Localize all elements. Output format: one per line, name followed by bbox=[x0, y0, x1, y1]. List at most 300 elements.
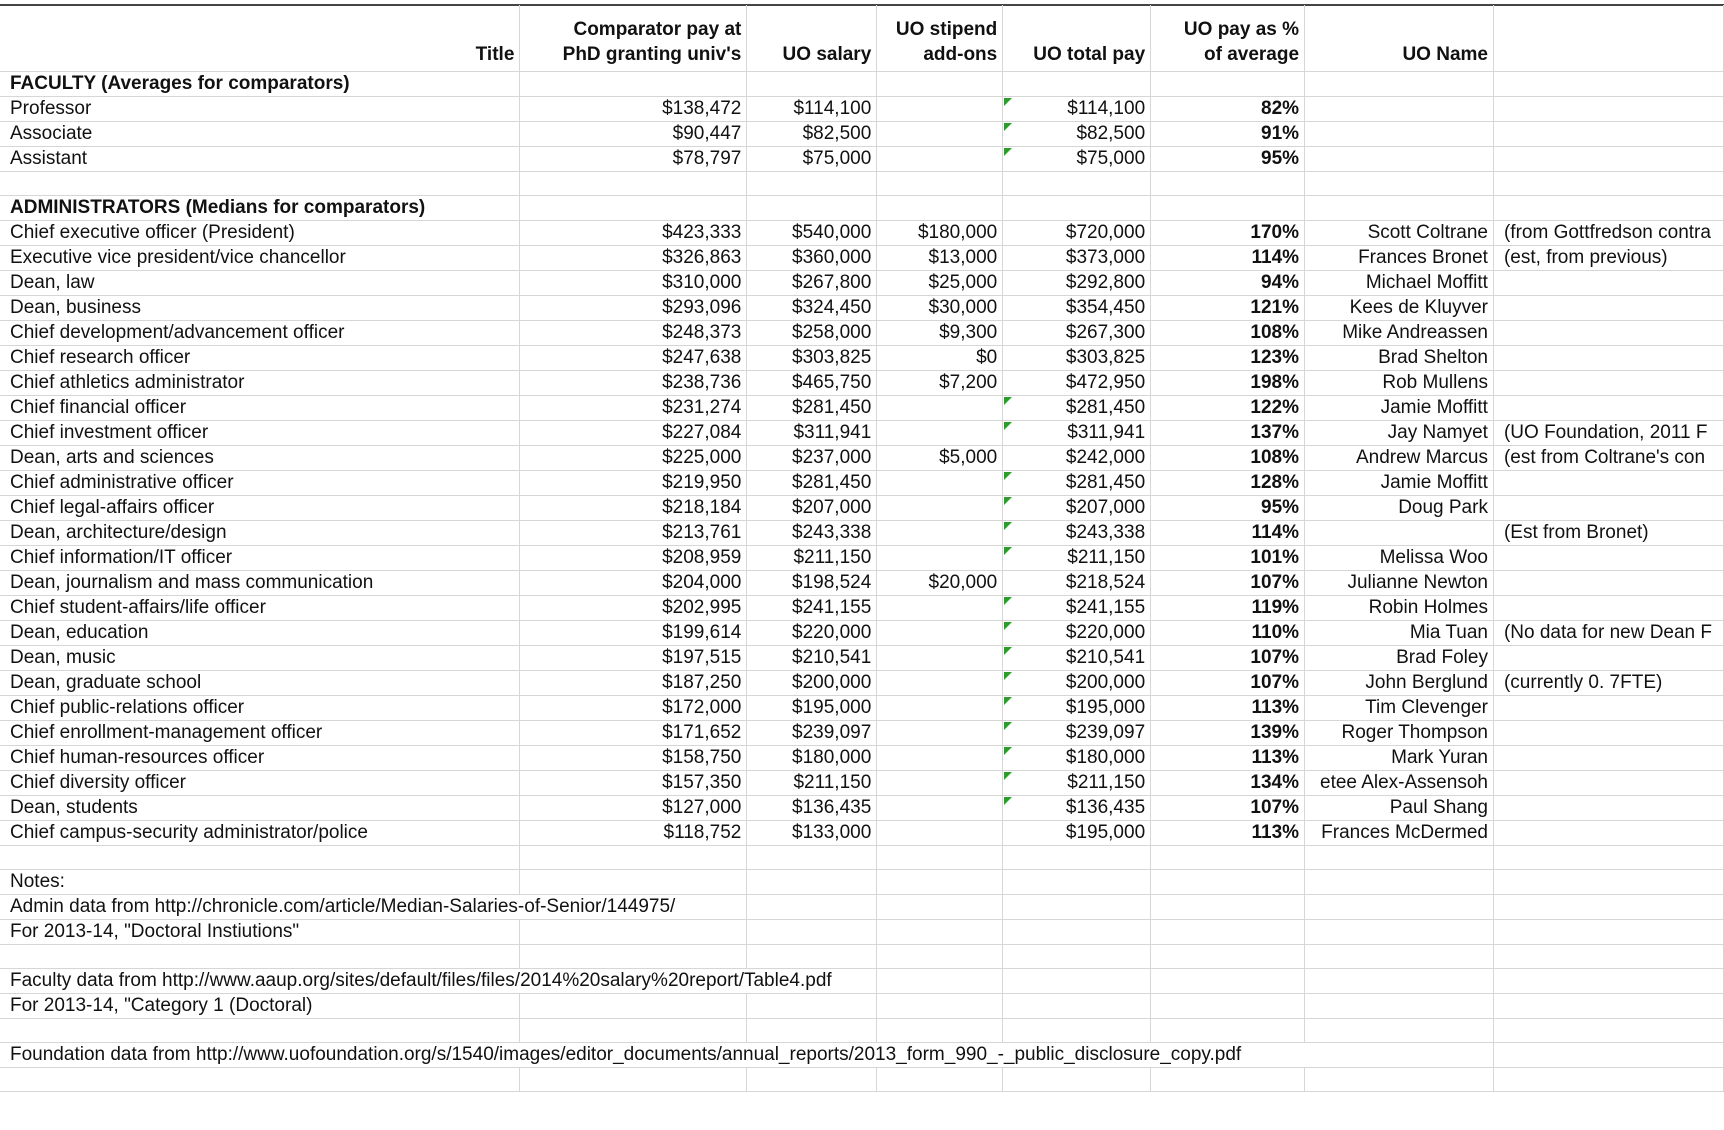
cell[interactable] bbox=[1493, 919, 1723, 944]
stipend-cell[interactable] bbox=[877, 820, 1003, 845]
cell[interactable] bbox=[747, 993, 877, 1018]
cell[interactable] bbox=[1151, 845, 1305, 869]
comparator-cell[interactable] bbox=[520, 320, 747, 345]
salary-cell[interactable] bbox=[747, 96, 877, 121]
salary-cell[interactable] bbox=[747, 595, 877, 620]
salary-cell[interactable] bbox=[747, 245, 877, 270]
title-cell[interactable] bbox=[0, 520, 520, 545]
cell[interactable] bbox=[1151, 944, 1305, 968]
comparator-cell[interactable] bbox=[520, 345, 747, 370]
title-cell[interactable] bbox=[0, 320, 520, 345]
total-cell[interactable] bbox=[1003, 121, 1151, 146]
salary-cell[interactable] bbox=[747, 370, 877, 395]
total-cell[interactable] bbox=[1003, 470, 1151, 495]
cell[interactable] bbox=[1493, 993, 1723, 1018]
title-cell[interactable] bbox=[0, 220, 520, 245]
cell[interactable] bbox=[1493, 1067, 1723, 1091]
name-cell[interactable] bbox=[1305, 220, 1494, 245]
total-cell[interactable] bbox=[1003, 670, 1151, 695]
cell[interactable] bbox=[1493, 71, 1723, 96]
pct-cell[interactable] bbox=[1151, 520, 1305, 545]
cell[interactable] bbox=[1003, 968, 1151, 993]
pct-cell[interactable] bbox=[1151, 470, 1305, 495]
title-cell[interactable] bbox=[0, 470, 520, 495]
note-cell[interactable] bbox=[1493, 695, 1723, 720]
stipend-cell[interactable] bbox=[877, 645, 1003, 670]
cell[interactable] bbox=[747, 919, 877, 944]
cell[interactable] bbox=[520, 1018, 747, 1042]
note-admin-source[interactable]: Admin data from http://chronicle.com/article/Median-Salaries-of-Senior/144975/ bbox=[0, 894, 747, 919]
pct-cell[interactable] bbox=[1151, 695, 1305, 720]
stipend-cell[interactable] bbox=[877, 445, 1003, 470]
stipend-cell[interactable] bbox=[877, 720, 1003, 745]
pct-cell[interactable] bbox=[1151, 220, 1305, 245]
comparator-cell[interactable] bbox=[520, 645, 747, 670]
pct-cell[interactable] bbox=[1151, 770, 1305, 795]
title-cell[interactable] bbox=[0, 96, 520, 121]
title-cell[interactable] bbox=[0, 545, 520, 570]
cell[interactable] bbox=[1305, 71, 1494, 96]
note-cell[interactable] bbox=[1493, 121, 1723, 146]
salary-cell[interactable] bbox=[747, 720, 877, 745]
total-cell[interactable] bbox=[1003, 345, 1151, 370]
title-cell[interactable] bbox=[0, 370, 520, 395]
name-cell[interactable] bbox=[1305, 395, 1494, 420]
note-cell[interactable] bbox=[1493, 595, 1723, 620]
note-cell[interactable] bbox=[1493, 295, 1723, 320]
total-cell[interactable] bbox=[1003, 545, 1151, 570]
pct-cell[interactable] bbox=[1151, 620, 1305, 645]
cell[interactable] bbox=[1003, 71, 1151, 96]
title-cell[interactable] bbox=[0, 770, 520, 795]
cell[interactable] bbox=[1003, 1018, 1151, 1042]
pct-cell[interactable] bbox=[1151, 445, 1305, 470]
title-cell[interactable] bbox=[0, 121, 520, 146]
total-cell[interactable] bbox=[1003, 770, 1151, 795]
comparator-cell[interactable] bbox=[520, 620, 747, 645]
name-cell[interactable] bbox=[1305, 470, 1494, 495]
pct-cell[interactable] bbox=[1151, 670, 1305, 695]
comparator-cell[interactable] bbox=[520, 670, 747, 695]
name-cell[interactable] bbox=[1305, 370, 1494, 395]
cell[interactable] bbox=[1305, 1067, 1494, 1091]
cell[interactable] bbox=[0, 1067, 520, 1091]
cell[interactable] bbox=[1003, 1067, 1151, 1091]
pct-cell[interactable] bbox=[1151, 121, 1305, 146]
pct-cell[interactable] bbox=[1151, 795, 1305, 820]
comparator-cell[interactable] bbox=[520, 770, 747, 795]
total-cell[interactable] bbox=[1003, 720, 1151, 745]
total-cell[interactable] bbox=[1003, 495, 1151, 520]
cell[interactable] bbox=[1003, 894, 1151, 919]
cell[interactable] bbox=[520, 869, 747, 894]
cell[interactable] bbox=[877, 171, 1003, 195]
total-cell[interactable] bbox=[1003, 620, 1151, 645]
cell[interactable] bbox=[1305, 845, 1494, 869]
cell[interactable] bbox=[747, 71, 877, 96]
note-faculty-source[interactable]: Faculty data from http://www.aaup.org/sites/default/files/files/2014%20salary%20report/Table4.pdf bbox=[0, 968, 877, 993]
stipend-cell[interactable] bbox=[877, 570, 1003, 595]
name-cell[interactable] bbox=[1305, 121, 1494, 146]
pct-cell[interactable] bbox=[1151, 570, 1305, 595]
comparator-cell[interactable] bbox=[520, 420, 747, 445]
header-title[interactable]: Title bbox=[0, 5, 520, 71]
salary-cell[interactable] bbox=[747, 295, 877, 320]
total-cell[interactable] bbox=[1003, 695, 1151, 720]
salary-cell[interactable] bbox=[747, 545, 877, 570]
note-cell[interactable] bbox=[1493, 770, 1723, 795]
cell[interactable] bbox=[1305, 894, 1494, 919]
stipend-cell[interactable] bbox=[877, 146, 1003, 171]
note-cell[interactable] bbox=[1493, 345, 1723, 370]
header-extra[interactable] bbox=[1493, 5, 1723, 71]
salary-cell[interactable] bbox=[747, 820, 877, 845]
cell[interactable] bbox=[1151, 894, 1305, 919]
stipend-cell[interactable] bbox=[877, 345, 1003, 370]
name-cell[interactable] bbox=[1305, 345, 1494, 370]
cell[interactable] bbox=[520, 195, 747, 220]
pct-cell[interactable] bbox=[1151, 96, 1305, 121]
note-cell[interactable] bbox=[1493, 146, 1723, 171]
name-cell[interactable] bbox=[1305, 495, 1494, 520]
cell[interactable] bbox=[877, 71, 1003, 96]
title-cell[interactable] bbox=[0, 395, 520, 420]
comparator-cell[interactable] bbox=[520, 820, 747, 845]
cell[interactable] bbox=[520, 1067, 747, 1091]
note-faculty-period[interactable]: For 2013-14, "Category 1 (Doctoral) bbox=[0, 993, 520, 1018]
salary-cell[interactable] bbox=[747, 345, 877, 370]
salary-cell[interactable] bbox=[747, 220, 877, 245]
total-cell[interactable] bbox=[1003, 570, 1151, 595]
stipend-cell[interactable] bbox=[877, 770, 1003, 795]
comparator-cell[interactable] bbox=[520, 595, 747, 620]
cell[interactable] bbox=[1493, 1042, 1723, 1067]
stipend-cell[interactable] bbox=[877, 245, 1003, 270]
header-salary[interactable]: UO salary bbox=[747, 5, 877, 71]
total-cell[interactable] bbox=[1003, 745, 1151, 770]
stipend-cell[interactable] bbox=[877, 220, 1003, 245]
cell[interactable] bbox=[1151, 869, 1305, 894]
cell[interactable] bbox=[747, 845, 877, 869]
comparator-cell[interactable] bbox=[520, 395, 747, 420]
salary-cell[interactable] bbox=[747, 470, 877, 495]
title-cell[interactable] bbox=[0, 495, 520, 520]
title-cell[interactable] bbox=[0, 645, 520, 670]
pct-cell[interactable] bbox=[1151, 595, 1305, 620]
total-cell[interactable] bbox=[1003, 146, 1151, 171]
comparator-cell[interactable] bbox=[520, 495, 747, 520]
cell[interactable] bbox=[0, 944, 520, 968]
title-cell[interactable] bbox=[0, 345, 520, 370]
cell[interactable] bbox=[1151, 968, 1305, 993]
cell[interactable] bbox=[747, 869, 877, 894]
name-cell[interactable] bbox=[1305, 595, 1494, 620]
name-cell[interactable] bbox=[1305, 820, 1494, 845]
cell[interactable] bbox=[1493, 195, 1723, 220]
salary-cell[interactable] bbox=[747, 645, 877, 670]
total-cell[interactable] bbox=[1003, 820, 1151, 845]
comparator-cell[interactable] bbox=[520, 795, 747, 820]
total-cell[interactable] bbox=[1003, 295, 1151, 320]
comparator-cell[interactable] bbox=[520, 570, 747, 595]
note-cell[interactable] bbox=[1493, 470, 1723, 495]
section-faculty[interactable]: FACULTY (Averages for comparators) bbox=[0, 71, 520, 96]
cell[interactable] bbox=[877, 993, 1003, 1018]
name-cell[interactable] bbox=[1305, 645, 1494, 670]
name-cell[interactable] bbox=[1305, 245, 1494, 270]
salary-cell[interactable] bbox=[747, 420, 877, 445]
name-cell[interactable] bbox=[1305, 520, 1494, 545]
cell[interactable] bbox=[1003, 919, 1151, 944]
note-cell[interactable] bbox=[1493, 645, 1723, 670]
note-cell[interactable] bbox=[1493, 245, 1723, 270]
pct-cell[interactable] bbox=[1151, 545, 1305, 570]
stipend-cell[interactable] bbox=[877, 545, 1003, 570]
note-foundation-source[interactable]: Foundation data from http://www.uofoundation.org/s/1540/images/editor_documents/annual_reports/2013_form_990_-_public_disclosure_copy.pdf bbox=[0, 1042, 1493, 1067]
cell[interactable] bbox=[1151, 71, 1305, 96]
stipend-cell[interactable] bbox=[877, 620, 1003, 645]
name-cell[interactable] bbox=[1305, 445, 1494, 470]
pct-cell[interactable] bbox=[1151, 395, 1305, 420]
title-cell[interactable] bbox=[0, 670, 520, 695]
cell[interactable] bbox=[877, 845, 1003, 869]
salary-cell[interactable] bbox=[747, 320, 877, 345]
total-cell[interactable] bbox=[1003, 96, 1151, 121]
comparator-cell[interactable] bbox=[520, 545, 747, 570]
pct-cell[interactable] bbox=[1151, 820, 1305, 845]
salary-cell[interactable] bbox=[747, 745, 877, 770]
note-cell[interactable] bbox=[1493, 96, 1723, 121]
salary-cell[interactable] bbox=[747, 270, 877, 295]
comparator-cell[interactable] bbox=[520, 270, 747, 295]
comparator-cell[interactable] bbox=[520, 146, 747, 171]
salary-cell[interactable] bbox=[747, 670, 877, 695]
title-cell[interactable] bbox=[0, 570, 520, 595]
cell[interactable] bbox=[1305, 171, 1494, 195]
note-cell[interactable] bbox=[1493, 395, 1723, 420]
comparator-cell[interactable] bbox=[520, 96, 747, 121]
stipend-cell[interactable] bbox=[877, 395, 1003, 420]
cell[interactable] bbox=[877, 894, 1003, 919]
cell[interactable] bbox=[1151, 993, 1305, 1018]
title-cell[interactable] bbox=[0, 146, 520, 171]
pct-cell[interactable] bbox=[1151, 720, 1305, 745]
stipend-cell[interactable] bbox=[877, 295, 1003, 320]
cell[interactable] bbox=[1003, 171, 1151, 195]
salary-cell[interactable] bbox=[747, 620, 877, 645]
cell[interactable] bbox=[1003, 845, 1151, 869]
cell[interactable] bbox=[520, 919, 747, 944]
comparator-cell[interactable] bbox=[520, 220, 747, 245]
name-cell[interactable] bbox=[1305, 420, 1494, 445]
comparator-cell[interactable] bbox=[520, 370, 747, 395]
stipend-cell[interactable] bbox=[877, 121, 1003, 146]
title-cell[interactable] bbox=[0, 820, 520, 845]
stipend-cell[interactable] bbox=[877, 320, 1003, 345]
salary-cell[interactable] bbox=[747, 695, 877, 720]
pct-cell[interactable] bbox=[1151, 345, 1305, 370]
note-cell[interactable] bbox=[1493, 670, 1723, 695]
total-cell[interactable] bbox=[1003, 795, 1151, 820]
cell[interactable] bbox=[1305, 968, 1494, 993]
cell[interactable] bbox=[1493, 894, 1723, 919]
cell[interactable] bbox=[1151, 1018, 1305, 1042]
cell[interactable] bbox=[1305, 944, 1494, 968]
pct-cell[interactable] bbox=[1151, 270, 1305, 295]
name-cell[interactable] bbox=[1305, 146, 1494, 171]
pct-cell[interactable] bbox=[1151, 245, 1305, 270]
cell[interactable] bbox=[520, 944, 747, 968]
title-cell[interactable] bbox=[0, 595, 520, 620]
comparator-cell[interactable] bbox=[520, 121, 747, 146]
stipend-cell[interactable] bbox=[877, 420, 1003, 445]
header-name[interactable]: UO Name bbox=[1305, 5, 1494, 71]
total-cell[interactable] bbox=[1003, 320, 1151, 345]
note-cell[interactable] bbox=[1493, 445, 1723, 470]
note-cell[interactable] bbox=[1493, 745, 1723, 770]
note-cell[interactable] bbox=[1493, 795, 1723, 820]
cell[interactable] bbox=[0, 1018, 520, 1042]
title-cell[interactable] bbox=[0, 695, 520, 720]
cell[interactable] bbox=[1493, 944, 1723, 968]
title-cell[interactable] bbox=[0, 245, 520, 270]
salary-cell[interactable] bbox=[747, 495, 877, 520]
cell[interactable] bbox=[1003, 195, 1151, 220]
cell[interactable] bbox=[0, 171, 520, 195]
total-cell[interactable] bbox=[1003, 395, 1151, 420]
stipend-cell[interactable] bbox=[877, 270, 1003, 295]
stipend-cell[interactable] bbox=[877, 96, 1003, 121]
stipend-cell[interactable] bbox=[877, 520, 1003, 545]
cell[interactable] bbox=[877, 195, 1003, 220]
cell[interactable] bbox=[1003, 993, 1151, 1018]
cell[interactable] bbox=[1493, 968, 1723, 993]
name-cell[interactable] bbox=[1305, 320, 1494, 345]
pct-cell[interactable] bbox=[1151, 745, 1305, 770]
cell[interactable] bbox=[520, 71, 747, 96]
name-cell[interactable] bbox=[1305, 620, 1494, 645]
note-cell[interactable] bbox=[1493, 545, 1723, 570]
pct-cell[interactable] bbox=[1151, 495, 1305, 520]
salary-cell[interactable] bbox=[747, 146, 877, 171]
cell[interactable] bbox=[877, 1018, 1003, 1042]
cell[interactable] bbox=[1493, 1018, 1723, 1042]
cell[interactable] bbox=[877, 968, 1003, 993]
note-admin-period[interactable]: For 2013-14, "Doctoral Instiutions" bbox=[0, 919, 520, 944]
salary-cell[interactable] bbox=[747, 570, 877, 595]
cell[interactable] bbox=[1305, 869, 1494, 894]
comparator-cell[interactable] bbox=[520, 445, 747, 470]
note-cell[interactable] bbox=[1493, 220, 1723, 245]
stipend-cell[interactable] bbox=[877, 795, 1003, 820]
salary-cell[interactable] bbox=[747, 520, 877, 545]
cell[interactable] bbox=[877, 919, 1003, 944]
section-admin[interactable]: ADMINISTRATORS (Medians for comparators) bbox=[0, 195, 520, 220]
cell[interactable] bbox=[1305, 1018, 1494, 1042]
note-cell[interactable] bbox=[1493, 570, 1723, 595]
cell[interactable] bbox=[1305, 919, 1494, 944]
total-cell[interactable] bbox=[1003, 420, 1151, 445]
notes-heading[interactable]: Notes: bbox=[0, 869, 520, 894]
header-total[interactable]: UO total pay bbox=[1003, 5, 1151, 71]
cell[interactable] bbox=[747, 1018, 877, 1042]
note-cell[interactable] bbox=[1493, 820, 1723, 845]
pct-cell[interactable] bbox=[1151, 645, 1305, 670]
comparator-cell[interactable] bbox=[520, 470, 747, 495]
title-cell[interactable] bbox=[0, 720, 520, 745]
cell[interactable] bbox=[747, 195, 877, 220]
cell[interactable] bbox=[1493, 845, 1723, 869]
salary-cell[interactable] bbox=[747, 121, 877, 146]
name-cell[interactable] bbox=[1305, 570, 1494, 595]
title-cell[interactable] bbox=[0, 620, 520, 645]
name-cell[interactable] bbox=[1305, 545, 1494, 570]
pct-cell[interactable] bbox=[1151, 146, 1305, 171]
cell[interactable] bbox=[1151, 919, 1305, 944]
header-pct[interactable]: UO pay as % of average bbox=[1151, 5, 1305, 71]
comparator-cell[interactable] bbox=[520, 295, 747, 320]
stipend-cell[interactable] bbox=[877, 670, 1003, 695]
name-cell[interactable] bbox=[1305, 720, 1494, 745]
pct-cell[interactable] bbox=[1151, 320, 1305, 345]
pct-cell[interactable] bbox=[1151, 420, 1305, 445]
total-cell[interactable] bbox=[1003, 445, 1151, 470]
salary-cell[interactable] bbox=[747, 445, 877, 470]
note-cell[interactable] bbox=[1493, 320, 1723, 345]
comparator-cell[interactable] bbox=[520, 245, 747, 270]
header-comparator[interactable]: Comparator pay at PhD granting univ's bbox=[520, 5, 747, 71]
title-cell[interactable] bbox=[0, 270, 520, 295]
total-cell[interactable] bbox=[1003, 220, 1151, 245]
pct-cell[interactable] bbox=[1151, 370, 1305, 395]
note-cell[interactable] bbox=[1493, 270, 1723, 295]
note-cell[interactable] bbox=[1493, 720, 1723, 745]
note-cell[interactable] bbox=[1493, 620, 1723, 645]
title-cell[interactable] bbox=[0, 795, 520, 820]
cell[interactable] bbox=[1003, 869, 1151, 894]
name-cell[interactable] bbox=[1305, 795, 1494, 820]
stipend-cell[interactable] bbox=[877, 595, 1003, 620]
header-stipend[interactable]: UO stipend add-ons bbox=[877, 5, 1003, 71]
cell[interactable] bbox=[877, 944, 1003, 968]
name-cell[interactable] bbox=[1305, 770, 1494, 795]
cell[interactable] bbox=[1305, 993, 1494, 1018]
salary-cell[interactable] bbox=[747, 770, 877, 795]
cell[interactable] bbox=[1151, 195, 1305, 220]
cell[interactable] bbox=[1151, 171, 1305, 195]
comparator-cell[interactable] bbox=[520, 520, 747, 545]
name-cell[interactable] bbox=[1305, 295, 1494, 320]
cell[interactable] bbox=[747, 894, 877, 919]
cell[interactable] bbox=[520, 993, 747, 1018]
note-cell[interactable] bbox=[1493, 495, 1723, 520]
cell[interactable] bbox=[520, 171, 747, 195]
name-cell[interactable] bbox=[1305, 745, 1494, 770]
cell[interactable] bbox=[1151, 1067, 1305, 1091]
cell[interactable] bbox=[747, 1067, 877, 1091]
name-cell[interactable] bbox=[1305, 695, 1494, 720]
cell[interactable] bbox=[1003, 944, 1151, 968]
note-cell[interactable] bbox=[1493, 370, 1723, 395]
pct-cell[interactable] bbox=[1151, 295, 1305, 320]
comparator-cell[interactable] bbox=[520, 745, 747, 770]
total-cell[interactable] bbox=[1003, 270, 1151, 295]
total-cell[interactable] bbox=[1003, 645, 1151, 670]
stipend-cell[interactable] bbox=[877, 695, 1003, 720]
cell[interactable] bbox=[1305, 195, 1494, 220]
cell[interactable] bbox=[520, 845, 747, 869]
stipend-cell[interactable] bbox=[877, 370, 1003, 395]
